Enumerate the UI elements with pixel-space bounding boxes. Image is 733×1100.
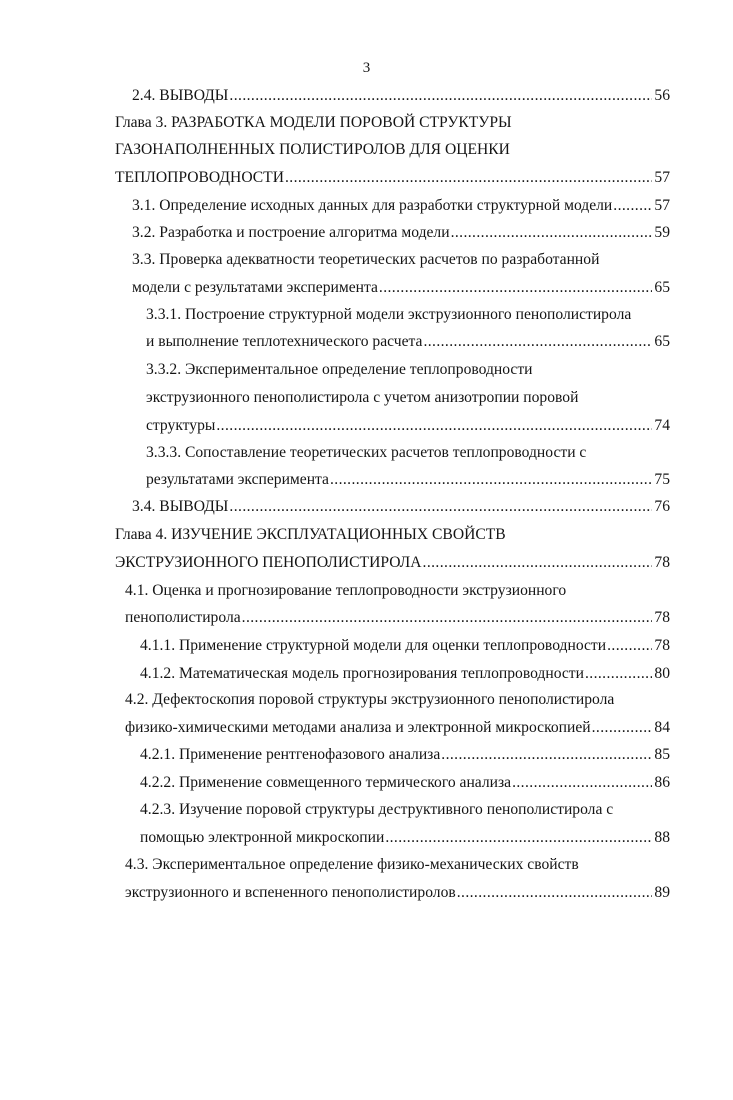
toc-leader-dots	[441, 743, 652, 767]
toc-leader-dots	[585, 662, 652, 686]
toc-entry	[140, 798, 670, 822]
toc-leader-dots	[457, 881, 653, 905]
toc-page-number: 88	[654, 829, 670, 846]
toc-entry-text: 3.3.1. Построение структурной модели экструзионного пенополистирола	[146, 306, 632, 323]
toc-entry-text: 4.3. Экспериментальное определение физико-механических свойств	[125, 856, 579, 873]
toc-entry	[115, 111, 670, 135]
toc-page-number: 85	[654, 746, 670, 763]
toc-entry-text: 4.2.2. Применение совмещенного термического анализа	[140, 774, 512, 791]
toc-page-number: 65	[654, 279, 670, 296]
toc-entry	[115, 138, 670, 162]
toc-entry	[132, 248, 670, 272]
toc-entry-text: 4.1.1. Применение структурной модели для оценки теплопроводности	[140, 637, 607, 654]
toc-entry	[146, 358, 670, 382]
toc-entry	[146, 330, 670, 354]
toc-page-number: 75	[654, 471, 670, 488]
toc-entry-text: 4.1. Оценка и прогнозирование теплопроводности экструзионного	[125, 582, 567, 599]
toc-entry-text: 3.2. Разработка и построение алгоритма модели	[132, 224, 450, 241]
toc-leader-dots	[285, 166, 652, 190]
toc-entry	[146, 414, 670, 438]
toc-entry-text: 3.4. ВЫВОДЫ	[132, 498, 229, 515]
toc-entry-text: экструзионного пенополистирола с учетом анизотропии поровой	[146, 389, 579, 406]
toc-leader-dots	[423, 551, 653, 575]
toc-entry-text: структуры	[146, 417, 216, 434]
toc-entry	[140, 826, 670, 850]
toc-entry-text: Глава 4. ИЗУЧЕНИЕ ЭКСПЛУАТАЦИОННЫХ СВОЙСТВ	[115, 526, 506, 543]
toc-entry-text: ГАЗОНАПОЛНЕННЫХ ПОЛИСТИРОЛОВ ДЛЯ ОЦЕНКИ	[115, 141, 510, 158]
toc-entry-text: физико-химическими методами анализа и электронной микроскопией	[125, 719, 591, 736]
toc-leader-dots	[512, 771, 652, 795]
toc-entry-text: 4.2.1. Применение рентгенофазового анализа	[140, 746, 441, 763]
toc-page-number: 80	[654, 665, 670, 682]
toc-entry	[125, 716, 670, 740]
toc-entry	[125, 853, 670, 877]
toc-entry	[115, 166, 670, 190]
toc-entry	[125, 881, 670, 905]
toc-entry	[146, 303, 670, 327]
toc-page-number: 84	[654, 719, 670, 736]
toc-leader-dots	[451, 221, 653, 245]
toc-leader-dots	[385, 826, 652, 850]
toc-entry-text: 4.1.2. Математическая модель прогнозирования теплопроводности	[140, 665, 584, 682]
toc-entry	[125, 606, 670, 630]
toc-entry	[140, 634, 670, 658]
toc-entry	[132, 276, 670, 300]
toc-page-number: 59	[654, 224, 670, 241]
toc-entry	[132, 194, 670, 218]
toc-page-number: 78	[654, 637, 670, 654]
toc-page-number: 74	[654, 417, 670, 434]
toc-leader-dots	[607, 634, 652, 658]
toc-entry	[125, 579, 670, 603]
toc-leader-dots	[242, 606, 653, 630]
toc-entry-text: 4.2. Дефектоскопия поровой структуры экструзионного пенополистирола	[125, 691, 615, 708]
toc-entry	[132, 495, 670, 519]
toc-leader-dots	[379, 276, 653, 300]
toc-entry	[132, 221, 670, 245]
toc-leader-dots	[229, 84, 652, 108]
toc-page-number: 86	[654, 774, 670, 791]
toc-entry-text: 3.3.2. Экспериментальное определение теплопроводности	[146, 361, 533, 378]
toc-entry-text: Глава 3. РАЗРАБОТКА МОДЕЛИ ПОРОВОЙ СТРУКТУРЫ	[115, 114, 512, 131]
toc-entry	[146, 468, 670, 492]
toc-entry	[140, 662, 670, 686]
toc-entry-text: ТЕПЛОПРОВОДНОСТИ	[115, 169, 284, 186]
toc-entry	[146, 441, 670, 465]
toc-entry-text: результатами эксперимента	[146, 471, 329, 488]
toc-page-number: 65	[654, 333, 670, 350]
toc-entry	[115, 523, 670, 547]
toc-entry-text: ЭКСТРУЗИОННОГО ПЕНОПОЛИСТИРОЛА	[115, 554, 422, 571]
toc-leader-dots	[216, 414, 652, 438]
toc-page-number: 57	[654, 197, 670, 214]
toc-page-number: 78	[654, 609, 670, 626]
toc-entry-text: помощью электронной микроскопии	[140, 829, 385, 846]
toc-entry	[140, 771, 670, 795]
toc-leader-dots	[330, 468, 652, 492]
toc-entry	[132, 84, 670, 108]
toc-entry-text: 4.2.3. Изучение поровой структуры деструктивного пенополистирола с	[140, 801, 614, 818]
toc-leader-dots	[592, 716, 653, 740]
toc-page-number: 76	[654, 498, 670, 515]
toc-page-number: 78	[654, 554, 670, 571]
toc-page-number: 56	[654, 87, 670, 104]
toc-page-number: 57	[654, 169, 670, 186]
toc-entry-text: модели с результатами эксперимента	[132, 279, 378, 296]
toc-entry	[125, 688, 670, 712]
toc-entry	[140, 743, 670, 767]
toc-entry-text: 3.3. Проверка адекватности теоретических расчетов по разработанной	[132, 251, 600, 268]
toc-entry	[115, 551, 670, 575]
toc-entry-text: 2.4. ВЫВОДЫ	[132, 87, 229, 104]
toc-page-number: 89	[654, 884, 670, 901]
toc-entry-text: 3.3.3. Сопоставление теоретических расчетов теплопроводности с	[146, 444, 587, 461]
toc-leader-dots	[613, 194, 652, 218]
toc-leader-dots	[423, 330, 652, 354]
toc-entry-text: 3.1. Определение исходных данных для разработки структурной модели	[132, 197, 613, 214]
toc-entry	[146, 386, 670, 410]
toc-leader-dots	[229, 495, 652, 519]
toc-entry-text: пенополистирола	[125, 609, 241, 626]
toc-entry-text: и выполнение теплотехнического расчета	[146, 333, 423, 350]
toc-entry-text: экструзионного и вспененного пенополистиролов	[125, 884, 456, 901]
page-number: 3	[362, 60, 371, 76]
